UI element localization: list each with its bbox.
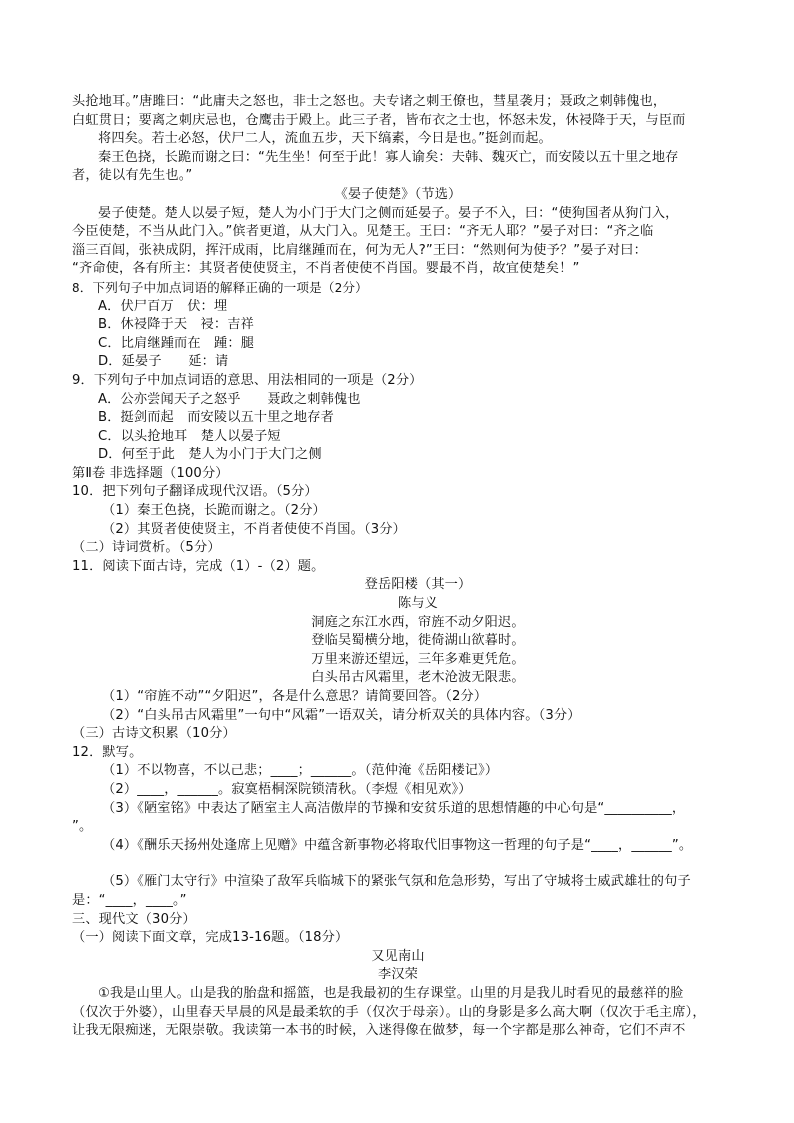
question-10-item: （2）其贤者使使贤主，不肖者使使不肖国。（3分） [102,521,406,537]
question-8-option: C．比肩继踵而在 踵：腿 [98,335,255,351]
question-12-item: （4）《酬乐天扬州处逢席上见赠》中蕴含新事物必将取代旧事物这一哲理的句子是“____，______”。 [102,837,693,853]
question-9-option: C．以头抢地耳 楚人以晏子短 [98,428,281,444]
question-8-option: D．延晏子 延：请 [98,354,229,370]
poem-line: 白头吊古风霜里，老木沧波无限悲。 [311,670,525,686]
passage2-line: 今臣使楚，不当从此门入。”傧者更道，从大门入。见楚王。王曰：“齐无人耶？”晏子对曰：“齐之临 [72,224,654,240]
essay-title: 又见南山 [371,948,425,964]
question-11-stem: 11．阅读下面古诗，完成（1）-（2）题。 [72,558,325,574]
passage1-line: 将四矣。若士必怒，伏尸二人，流血五步，天下缟素，今日是也。”挺剑而起。 [98,131,552,147]
exam-page [72,93,724,1041]
poem-section-heading: （二）诗词赏析。（5分） [72,540,221,556]
passage1-line: 头抢地耳。”唐雎曰：“此庸夫之怒也，非士之怒也。夫专诸之刺王僚也，彗星袭月；聂政之刺韩傀也， [72,94,667,109]
question-9-stem: 9．下列句子中加点词语的意思、用法相同的一项是（2分） [72,372,423,388]
question-10-stem: 10．把下列句子翻译成现代汉语。（5分） [72,484,318,500]
modern-text-section-heading: 三、现代文（30分） [72,911,196,927]
question-10-item: （1）秦王色挠，长跪而谢之。（2分） [102,503,326,519]
question-12-stem: 12．默写。 [72,744,143,760]
question-12-item-continued: ”。 [72,819,93,835]
essay-line: 让我无限痴迷，无限崇敬。我读第一本书的时候，入迷得像在做梦，每一个字都是那么神奇，它们不声不 [72,1023,686,1039]
question-12-item: （1）不以物喜，不以己悲；____；______。（范仲淹《岳阳楼记》） [102,763,499,779]
passage2-title: 《晏子使楚》（节选） [334,186,462,202]
poem-line: 万里来游还望远，三年多难更凭危。 [311,651,525,667]
passage2-line: “齐命使，各有所主：其贤者使使贤主，不肖者使使不肖国。婴最不肖，故宜使楚矣！” [72,261,580,277]
question-8-stem: 8．下列句子中加点词语的解释正确的一项是（2分） [72,279,368,295]
essay-author: 李汉荣 [377,967,418,983]
question-9-option: A．公亦尝闻天子之怒乎 聂政之刺韩傀也 [98,391,361,407]
poem-line: 洞庭之东江水西，帘旌不动夕阳迟。 [311,614,525,630]
question-12-item-continued: 是：“____，____。” [72,892,187,908]
question-8-option: B．休祲降于天 祲：吉祥 [98,317,254,333]
question-12-item: （3）《陋室铭》中表达了陋室主人高洁傲岸的节操和安贫乐道的思想情趣的中心句是“__________， [102,800,686,816]
essay-line: ①我是山里人。山是我的胎盘和摇篮，也是我最初的生存课堂。山里的月是我儿时看见的最慈祥的脸 [98,985,684,1001]
question-12-item: （2）____，______。寂寞梧桐深院锁清秋。（李煜《相见欢》） [102,781,472,797]
poem-author: 陈与义 [397,596,438,612]
passage1-line: 者，徒以有先生也。” [72,168,193,184]
poem-title: 登岳阳楼（其一） [364,577,472,593]
question-12-item: （5）《雁门太守行》中渲染了敌军兵临城下的紧张气氛和危急形势，写出了守城将士威武雄壮的句子 [102,874,691,890]
question-9-option: D．何至于此 楚人为小门于大门之侧 [98,447,322,463]
passage1-line: 秦王色挠，长跪而谢之曰：“先生坐！何至于此！寡人谕矣：夫韩、魏灭亡，而安陵以五十里之地存 [98,149,679,165]
question-9-option: B．挺剑而起 而安陵以五十里之地存者 [98,410,334,426]
essay-line: （仅次于外婆），山里春天早晨的风是最柔软的手（仅次于母亲）。山的身影是多么高大啊（仅次于毛主席）， [72,1004,706,1020]
section-2-title: 第Ⅱ卷 非选择题（100分） [72,465,229,481]
reading-stem: （一）阅读下面文章，完成13-16题。（18分） [72,930,349,946]
question-11-item: （1）“帘旌不动”“夕阳迟”，各是什么意思？请简要回答。（2分） [102,689,488,704]
question-11-item: （2）“白头吊古风霜里”一句中“风霜”一语双关，请分析双关的具体内容。（3分） [102,707,581,723]
passage1-line: 白虹贯日；要离之刺庆忌也，仓鹰击于殿上。此三子者，皆布衣之士也，怀怒未发，休祲降于天，与臣而 [72,112,686,128]
question-8-option: A．伏尸百万 伏：埋 [98,298,228,314]
poem-line: 登临吴蜀横分地，徙倚湖山欲暮时。 [311,633,525,649]
spacer [72,855,724,873]
passage2-line: 淄三百闾，张袂成阴，挥汗成雨，比肩继踵而在，何为无人?”王曰：“然则何为使予？”晏子对曰： [72,242,647,258]
accumulation-section-heading: （三）古诗文积累（10分） [72,726,236,742]
passage2-line: 晏子使楚。楚人以晏子短，楚人为小门于大门之侧而延晏子。晏子不入，曰：“使狗国者从狗门入， [98,205,679,221]
